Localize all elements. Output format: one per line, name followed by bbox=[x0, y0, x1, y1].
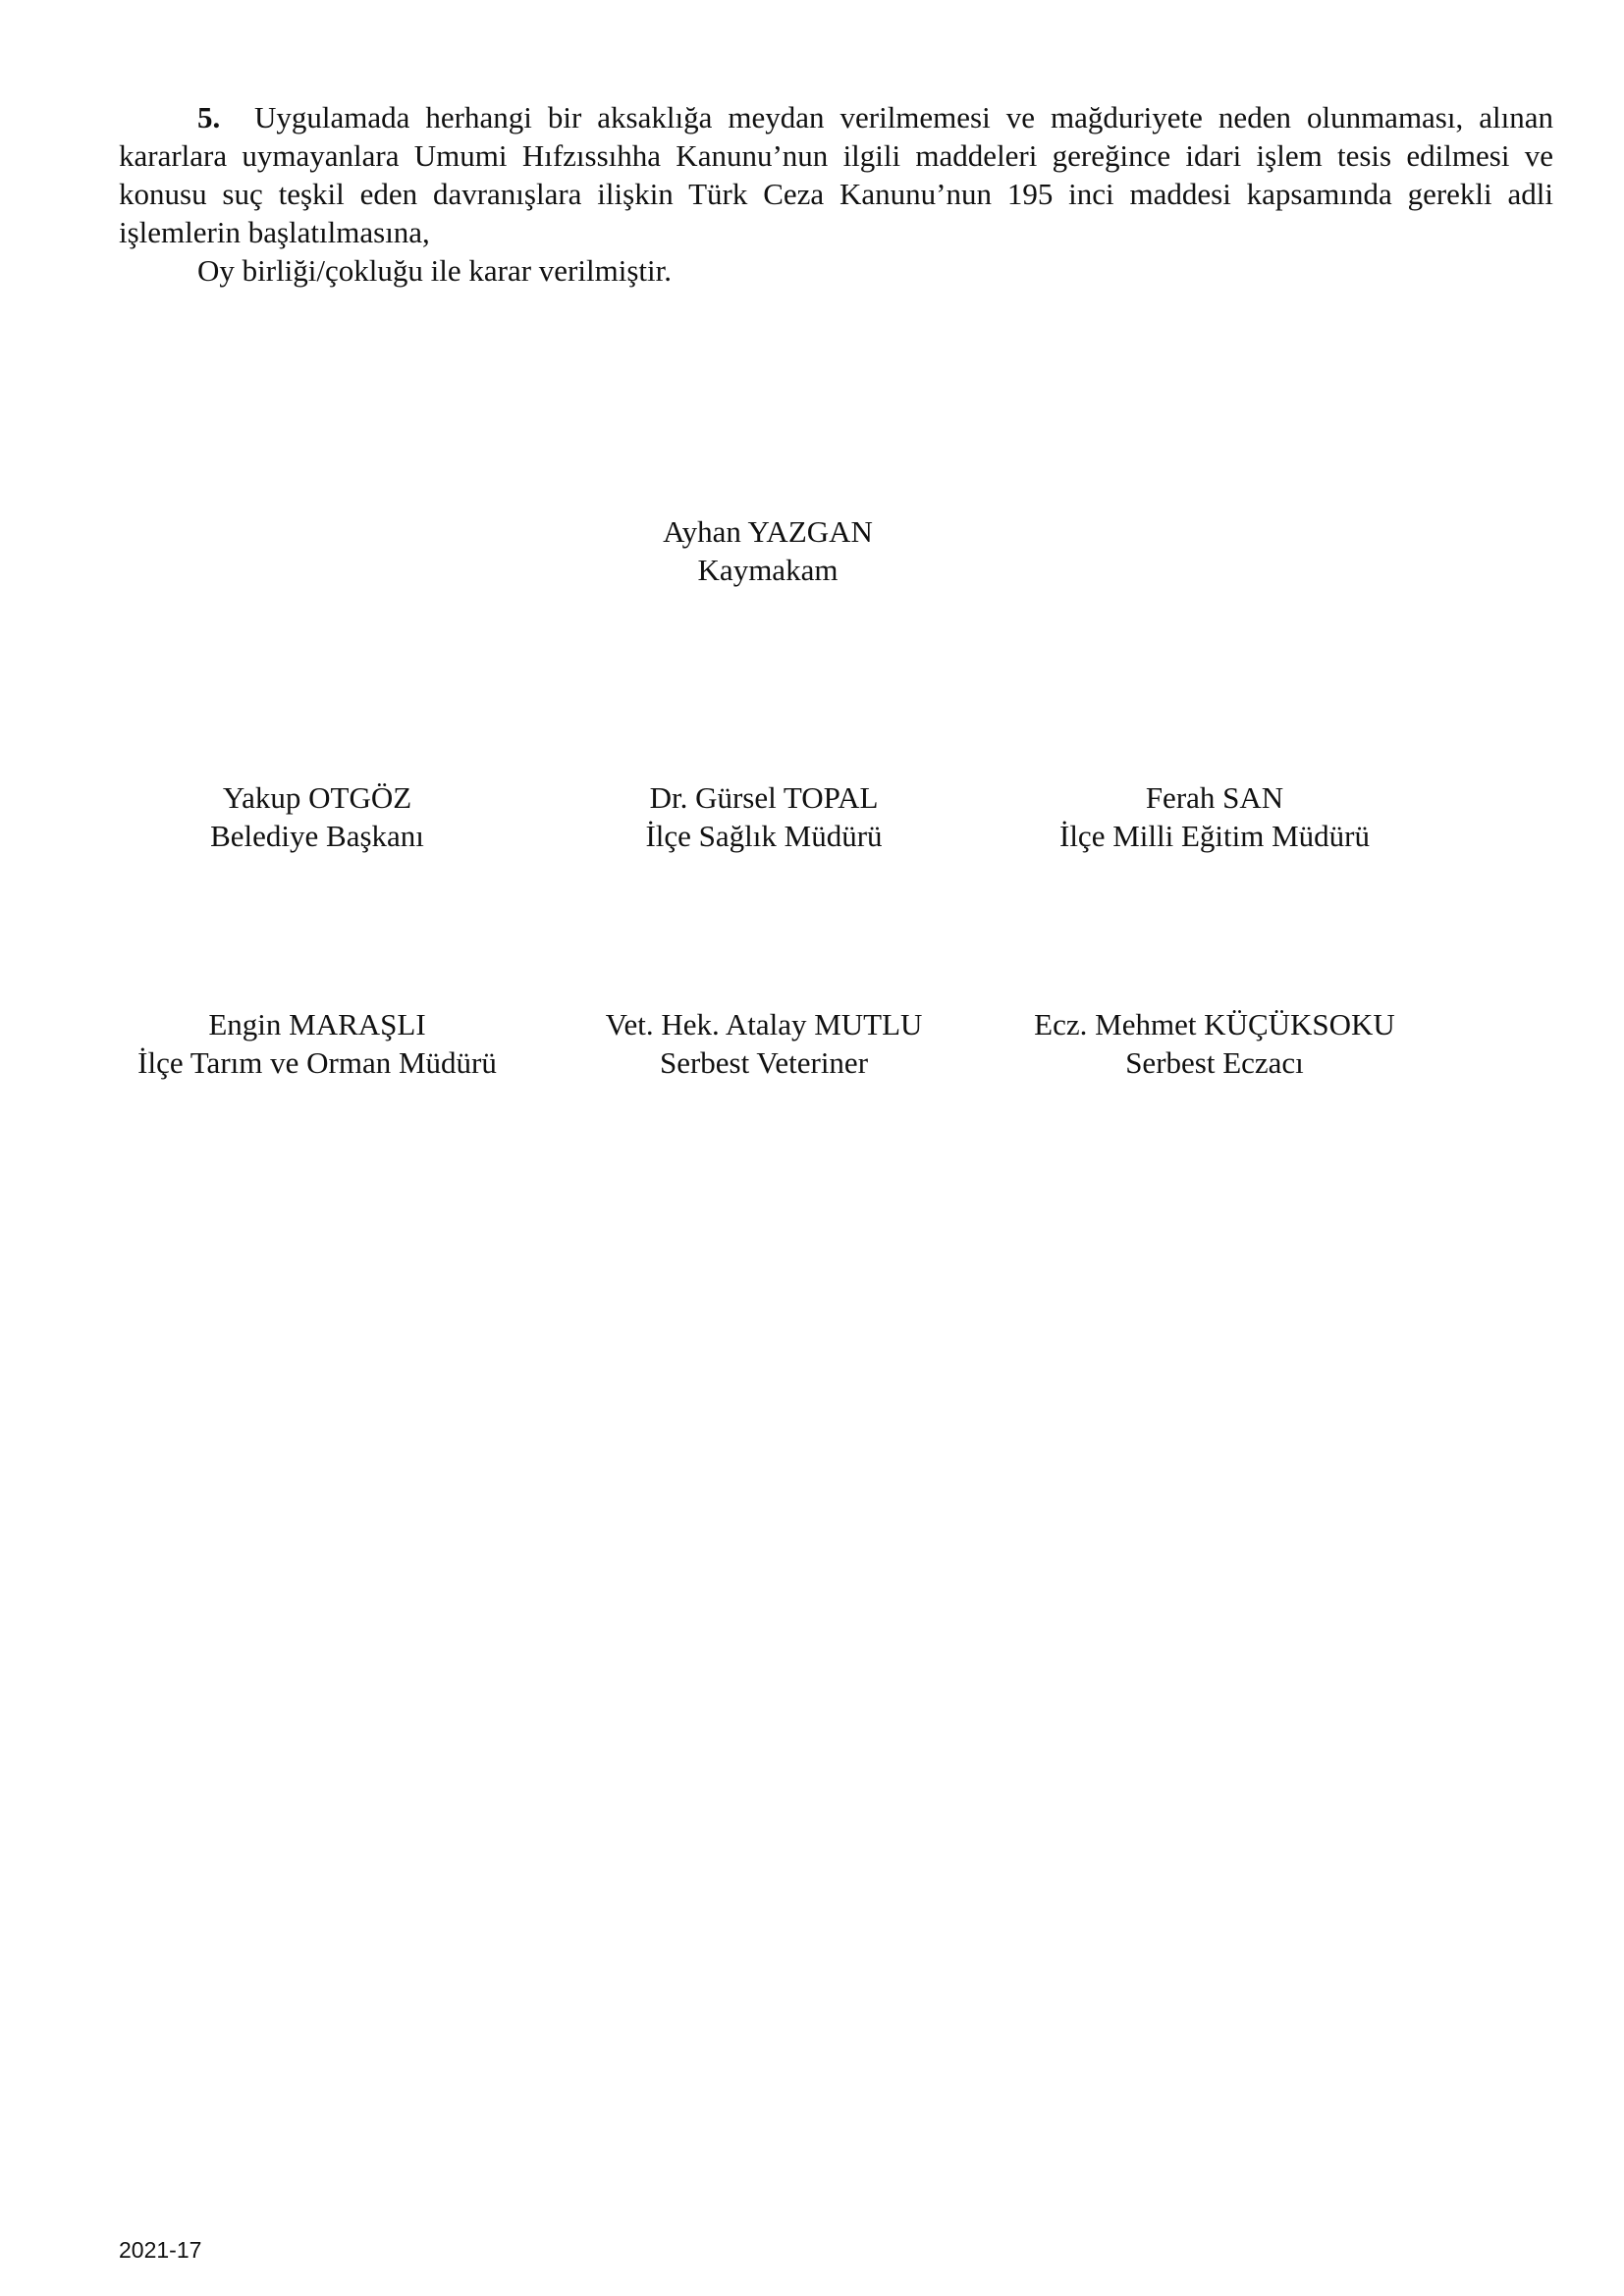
signature-chair bbox=[513, 512, 1023, 589]
signatory-title: Serbest Veteriner bbox=[659, 1045, 869, 1080]
signatory-title: İlçe Milli Eğitim Müdürü bbox=[1059, 819, 1370, 853]
signatory-name: Ecz. Mehmet KÜÇÜKSOKU bbox=[1034, 1007, 1395, 1041]
document-code: 2021-17 bbox=[119, 2237, 202, 2263]
signatory-title: Kaymakam bbox=[697, 553, 839, 587]
signature-education-director bbox=[959, 778, 1470, 855]
signatory-name: Ferah SAN bbox=[1145, 780, 1284, 815]
signatory-title: Serbest Eczacı bbox=[1125, 1045, 1304, 1080]
signatory-title: İlçe Sağlık Müdürü bbox=[645, 819, 883, 853]
signatory-name: Dr. Gürsel TOPAL bbox=[649, 780, 879, 815]
signatory-name: Engin MARAŞLI bbox=[208, 1007, 426, 1041]
signatory-title: Belediye Başkanı bbox=[210, 819, 424, 853]
signature-health-director bbox=[509, 778, 1019, 855]
decision-item-5 bbox=[119, 98, 1553, 251]
signature-agriculture-director bbox=[62, 1005, 572, 1082]
signatory-name: Yakup OTGÖZ bbox=[222, 780, 412, 815]
item-text: Uygulamada herhangi bir aksaklığa meydan verilmemesi ve mağduriyete neden olunmaması, alınan kararlara uymayanlara Umumi Hıfzıssıhha Kanunu’nun ilgili maddeleri gereğince idari işlem tesis edilmesi ve konusu suç teşkil eden davranışlara ilişkin Türk Ceza Kanunu’nun 195 inci maddesi kapsamında gerekli adli işlemlerin başlatılmasına, bbox=[119, 100, 1553, 249]
signature-pharmacist bbox=[959, 1005, 1470, 1082]
signatory-name: Ayhan YAZGAN bbox=[663, 514, 873, 549]
item-number: 5. bbox=[197, 100, 221, 134]
signature-veterinarian bbox=[509, 1005, 1019, 1082]
signature-mayor bbox=[62, 778, 572, 855]
signatory-title: İlçe Tarım ve Orman Müdürü bbox=[137, 1045, 497, 1080]
decision-text-block bbox=[119, 98, 1553, 290]
decision-closing: Oy birliği/çokluğu ile karar verilmiştir. bbox=[197, 253, 672, 288]
signatory-name: Vet. Hek. Atalay MUTLU bbox=[605, 1007, 923, 1041]
